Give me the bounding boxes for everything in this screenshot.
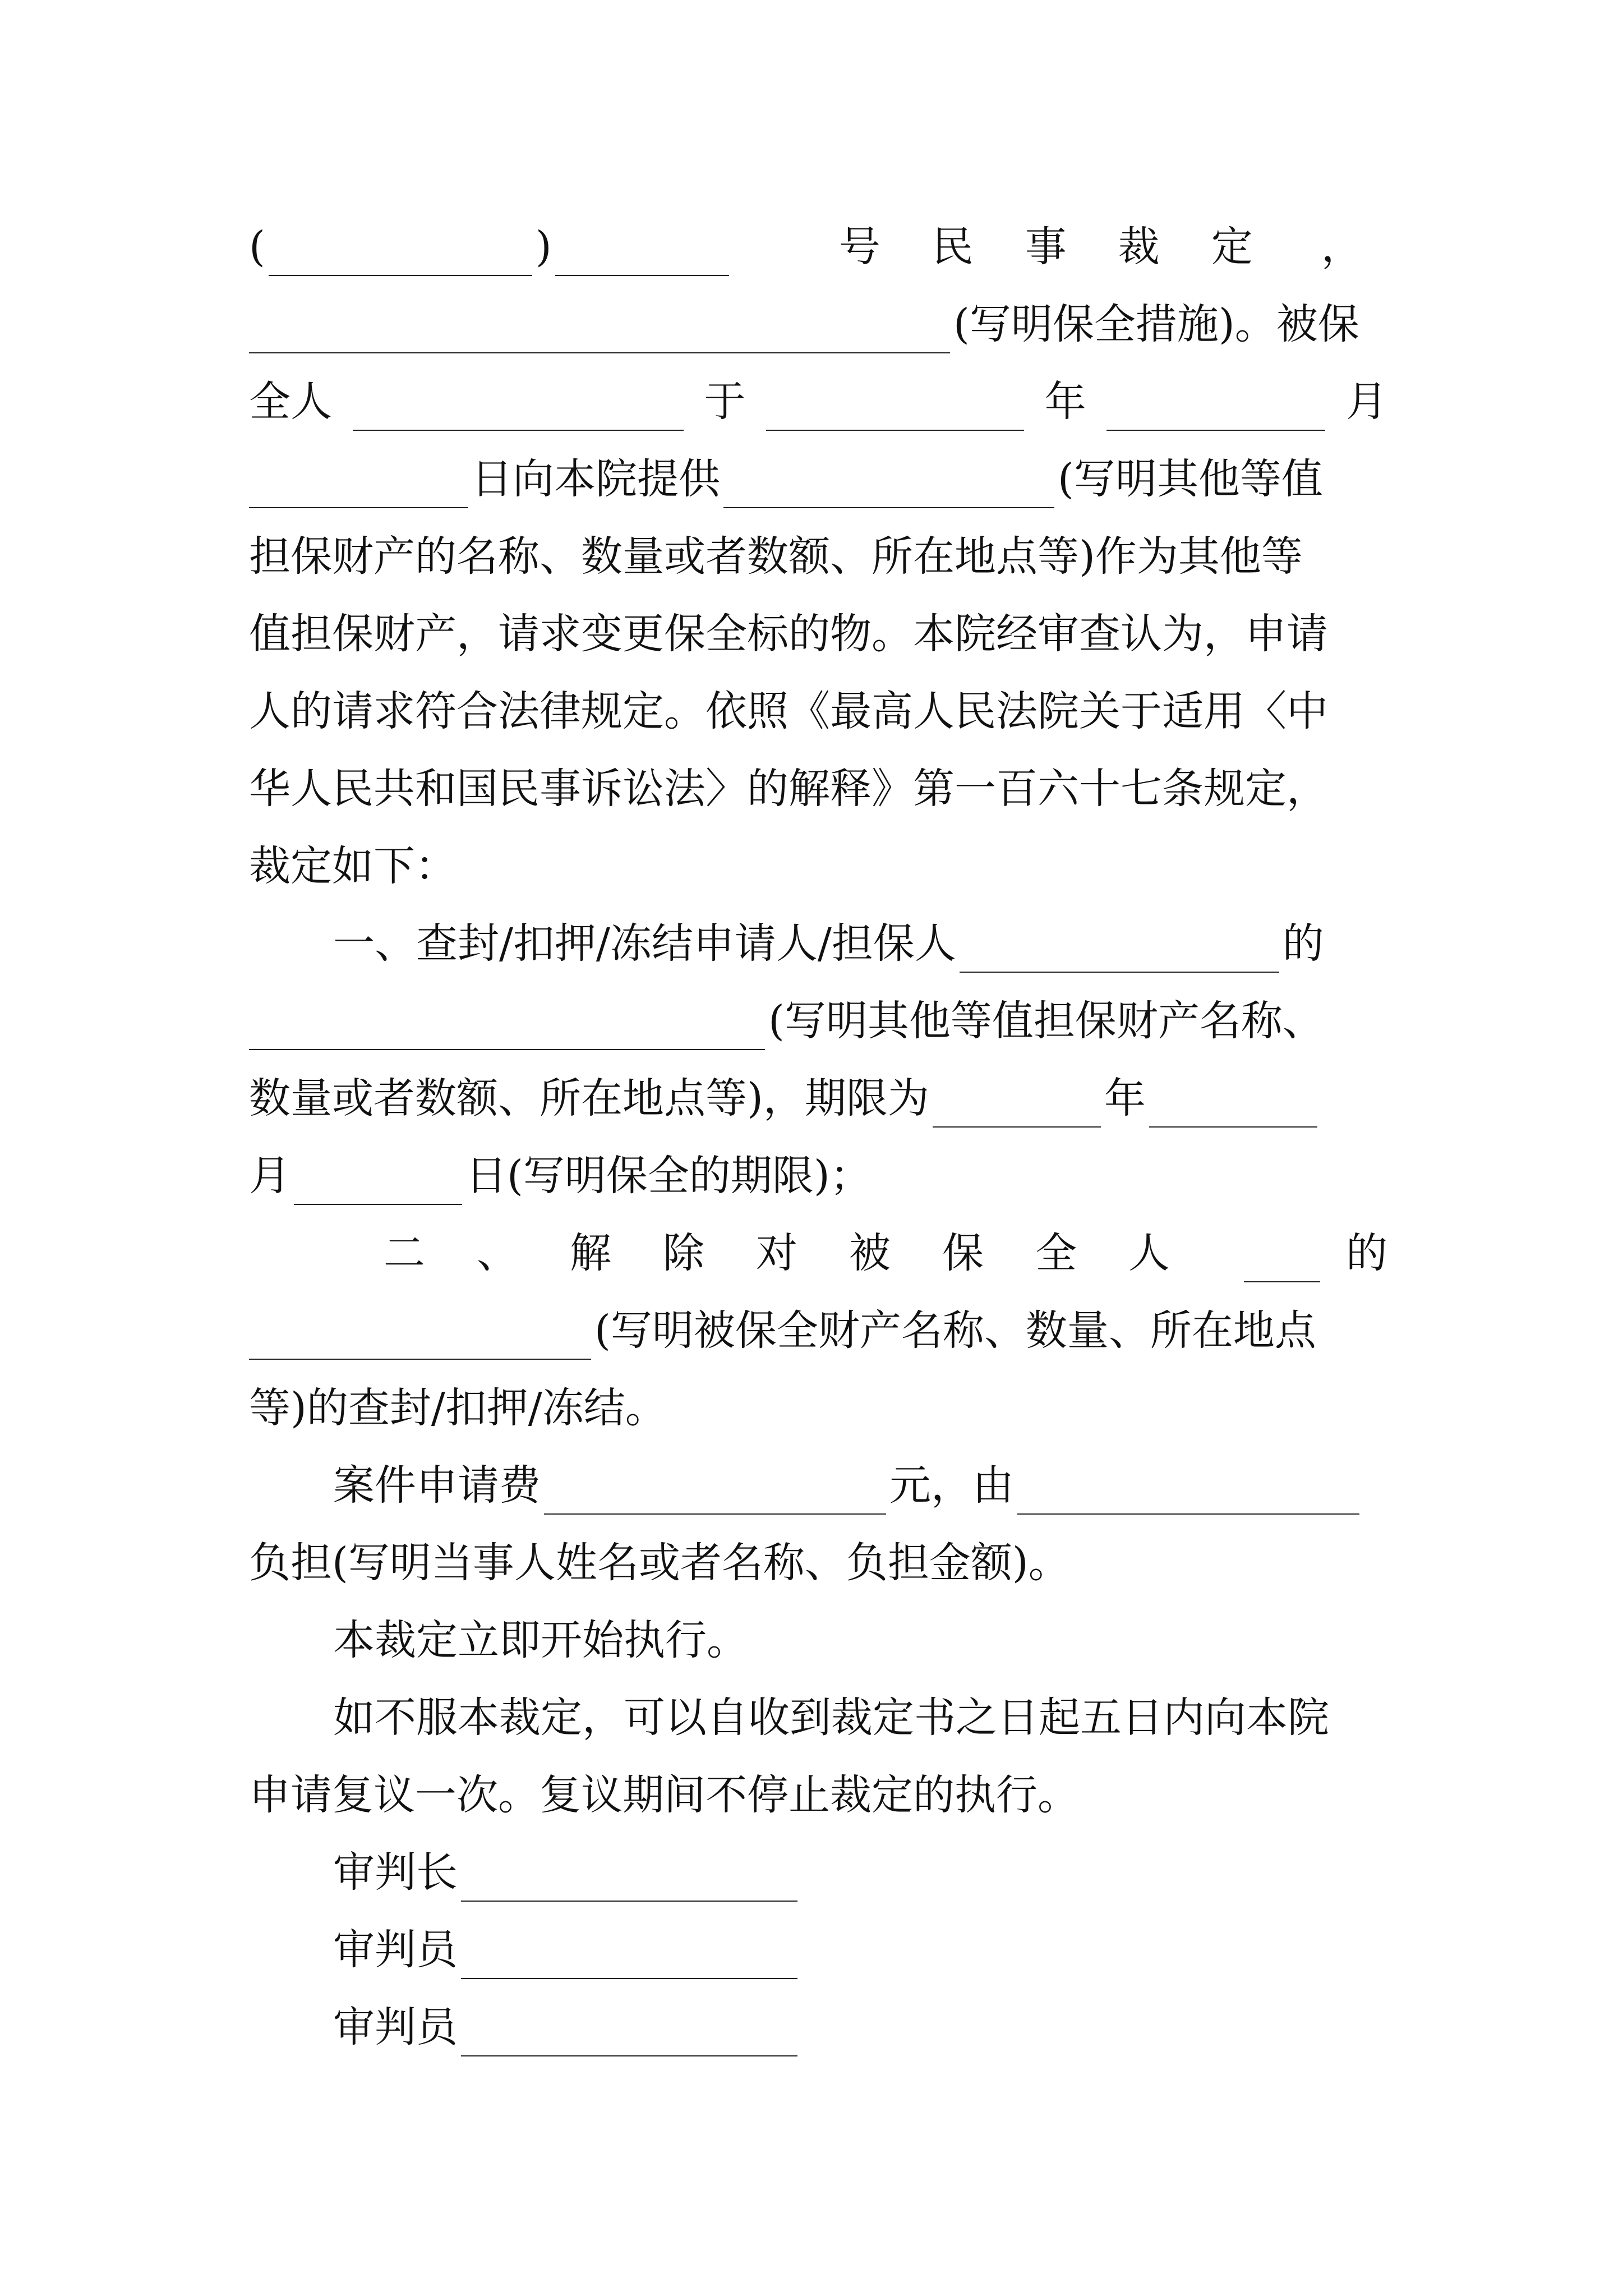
line-2-text: (写明保全措施)。被保: [953, 300, 1359, 348]
line-7: 人的请求符合法律规定。依照《最高人民法院关于适用〈中: [249, 687, 1328, 735]
fee-payer-blank: [1017, 1480, 1359, 1515]
fee-amount-blank: [544, 1480, 886, 1515]
judge-2-label: 审判员: [333, 2003, 458, 2051]
judge-1-line: [333, 1911, 1472, 1989]
line-21: 申请复议一次。复议期间不停止裁定的执行。: [249, 1771, 1079, 1819]
item-one-text: 一、查封/扣押/冻结申请人/担保人: [333, 919, 956, 968]
judge-1-blank: [461, 1944, 797, 1979]
term-year-blank: [933, 1093, 1101, 1128]
term-year-label: 年: [1104, 1074, 1146, 1122]
line-6: 值担保财产，请求变更保全标的物。本院经审查认为，申请: [249, 610, 1328, 658]
line-11: [249, 982, 1387, 1060]
respondent-name-blank: [353, 396, 684, 431]
year-label: 年: [1044, 378, 1086, 426]
line-9: 裁定如下：: [249, 842, 457, 890]
respondent-label: 全人: [249, 378, 332, 426]
line-1-comma: ，: [1321, 223, 1363, 271]
item-two-text: 二、解除对被保全人: [384, 1229, 1221, 1277]
on-label: 于: [704, 378, 746, 426]
fee-label: 案件申请费: [333, 1461, 541, 1510]
line-2: [249, 285, 1387, 364]
paren-close: ): [535, 223, 552, 271]
line-19: 本裁定立即开始执行。: [333, 1616, 748, 1664]
line-14: [249, 1214, 1387, 1292]
case-year-blank: [269, 241, 532, 276]
year-blank: [766, 396, 1024, 431]
fee-by-label: 元，由: [889, 1461, 1014, 1510]
line-11-text: (写明其他等值担保财产名称、: [768, 997, 1324, 1045]
preservation-measure-blank: [249, 319, 950, 353]
line-16: 等)的查封/扣押/冻结。: [249, 1384, 667, 1432]
line-15-text: (写明被保全财产名称、数量、所在地点: [594, 1306, 1316, 1355]
line-13-text: 日(写明保全的期限)；: [465, 1152, 872, 1200]
line-18: 负担(写明当事人姓名或者名称、负担金额)。: [249, 1539, 1070, 1587]
chief-judge-line: [333, 1833, 1472, 1912]
judge-1-label: 审判员: [333, 1926, 458, 1974]
chief-judge-blank: [461, 1867, 797, 1902]
line-12-text: 数量或者数额、所在地点等)，期限为: [249, 1074, 929, 1122]
line-10: [249, 904, 1387, 983]
paren-open: (: [249, 223, 265, 271]
guarantee-property-blank: [249, 1015, 765, 1050]
term-day-blank: [294, 1170, 462, 1205]
line-12: [249, 1059, 1387, 1138]
preserved-party-blank: [1244, 1248, 1320, 1282]
term-month-blank: [1149, 1093, 1317, 1128]
provided-property-blank: [723, 473, 1054, 508]
term-month-label: 月: [249, 1152, 291, 1200]
line-20: 如不服本裁定，可以自收到裁定书之日起五日内向本院: [333, 1694, 1329, 1742]
line-5: 担保财产的名称、数量或者数额、所在地点等)作为其他等: [249, 532, 1303, 581]
judge-2-blank: [461, 2022, 797, 2056]
month-label: 月: [1345, 378, 1387, 426]
ruling-number-label: 号民事裁定: [838, 223, 1304, 271]
line-4-text-a: 日向本院提供: [471, 455, 720, 503]
item-one-of: 的: [1282, 919, 1324, 968]
line-17: [249, 1446, 1387, 1525]
line-15: [249, 1291, 1387, 1370]
day-blank: [249, 473, 468, 508]
line-8: 华人民共和国民事诉讼法〉的解释》第一百六十七条规定，: [249, 765, 1328, 813]
line-4-text-b: (写明其他等值: [1058, 455, 1323, 503]
line-4: [249, 440, 1387, 518]
case-number-blank: [555, 241, 729, 276]
judge-2-line: [333, 1988, 1472, 2067]
guarantor-name-blank: [960, 938, 1279, 973]
preserved-property-blank: [249, 1325, 591, 1360]
chief-judge-label: 审判长: [333, 1848, 458, 1897]
month-blank: [1106, 396, 1325, 431]
line-13: [249, 1137, 1387, 1215]
line-3: [249, 362, 1387, 441]
item-two-of: 的: [1346, 1229, 1387, 1277]
line-1: [249, 208, 1387, 286]
